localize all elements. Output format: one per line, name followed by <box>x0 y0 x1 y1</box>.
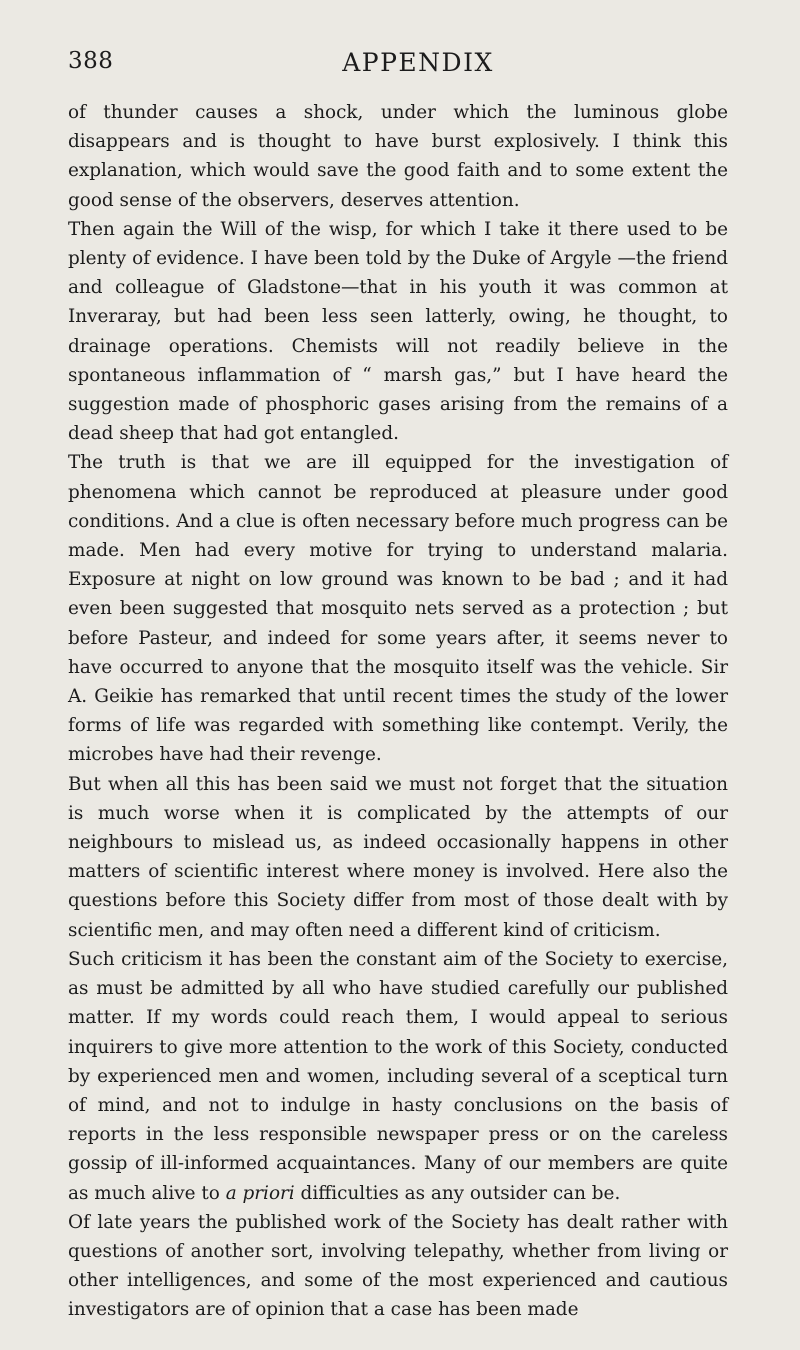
page-header <box>68 48 728 88</box>
paragraph-1: of thunder causes a shock, under which the luminous globe disappears and is thought to have burst explosively. I think this explanation, which would save the good faith and to some extent the good sense of the observers, deserves attention. <box>68 102 728 211</box>
paragraph-3: The truth is that we are ill equipped for the investigation of phenomena which cannot be reproduced at pleasure under good conditions. And a clue is often necessary before much progress can be made. Men had every motive for trying to understand malaria. Exposure at night on low ground was known to be bad ; and it had even been suggested that mosquito nets served as a protection ; but before Pasteur, and indeed for some years after, it seems never to have occurred to anyone that the mosquito itself was the vehicle. Sir A. Geikie has remarked that until recent times the study of the lower forms of life was regarded with something like contempt. Verily, the microbes have had their revenge. <box>68 452 728 766</box>
paragraph-5-italic: a priori <box>225 1182 295 1204</box>
body-text <box>68 98 728 1325</box>
running-head: APPENDIX <box>342 48 494 77</box>
paragraph-6: Of late years the published work of the Society has dealt rather with questions of another sort, involving telepathy, whether from living or other intelligences, and some of the most experienced and cautious investigators are of opinion that a case has been made <box>68 1211 728 1321</box>
paragraph-2: Then again the Will of the wisp, for which I take it there used to be plenty of evidence. I have been told by the Duke of Argyle —the friend and colleague of Gladstone—that in his youth it was common at Inveraray, but had been less seen latterly, owing, he thought, to drainage operations. Chemists will not readily believe in the spontaneous inflammation of “ marsh gas,” but I have heard the suggestion made of phosphoric gases arising from the remains of a dead sheep that had got entangled. <box>68 218 728 445</box>
paragraph-5 <box>68 945 728 1208</box>
paragraph-5-text-before: Such criticism it has been the constant aim of the Society to exercise, as must be admitted by all who have studied carefully our published matter. If my words could reach them, I would appeal to serious inquirers to give more attention to the work of this Society, conducted by experienced men and women, including several of a sceptical turn of mind, and not to indulge in hasty conclusions on the basis of reports in the less responsible newspaper press or on the careless gossip of ill-informed acquaintances. Many of our members are quite as much alive to <box>68 948 728 1204</box>
paragraph-5-text-after: difficulties as any outsider can be. <box>294 1182 621 1204</box>
page-number: 388 <box>68 48 114 74</box>
paragraph-4: But when all this has been said we must not forget that the situation is much worse when it is complicated by the attempts of our neighbours to mislead us, as indeed occasionally happens in other matters of scientific interest where money is involved. Here also the questions before this Society differ from most of those dealt with by scientific men, and may often need a different kind of criticism. <box>68 773 728 941</box>
